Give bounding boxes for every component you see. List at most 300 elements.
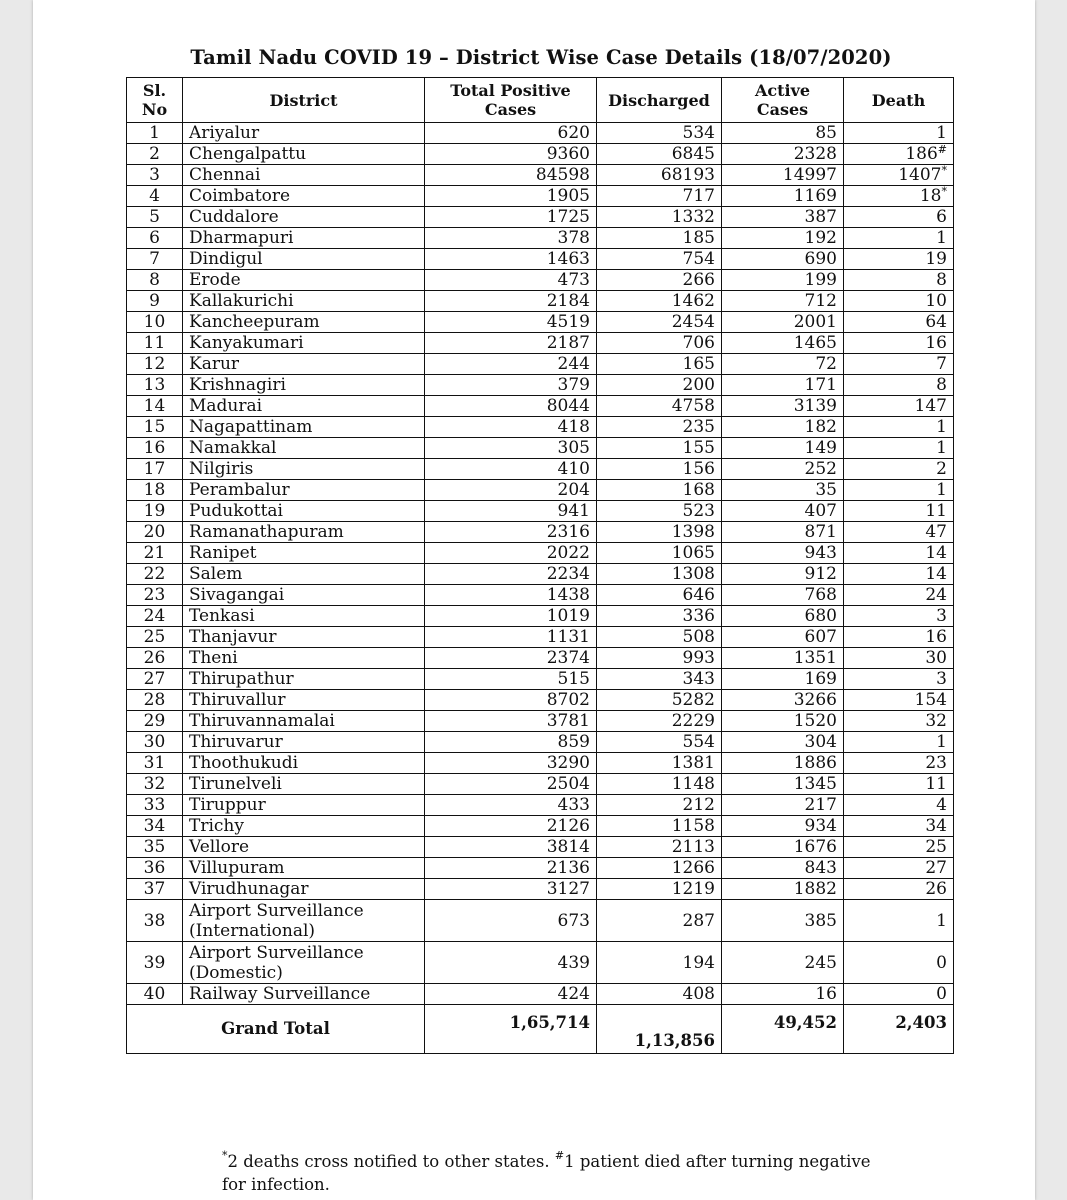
district-cell bbox=[183, 774, 425, 795]
death-cell bbox=[844, 669, 954, 690]
death-cell bbox=[844, 459, 954, 480]
death-value: 27 bbox=[925, 858, 947, 878]
district-cell bbox=[183, 858, 425, 879]
grand-total-discharged: 1,13,856 bbox=[597, 1005, 722, 1054]
total-positive-cell: 620 bbox=[425, 123, 597, 144]
district-cell bbox=[183, 165, 425, 186]
footnote-mark-hash: # bbox=[554, 1149, 565, 1162]
total-positive-cell: 941 bbox=[425, 501, 597, 522]
sl-no-cell: 36 bbox=[127, 858, 183, 879]
total-positive-cell: 1131 bbox=[425, 627, 597, 648]
death-cell bbox=[844, 564, 954, 585]
sl-no-cell: 15 bbox=[127, 417, 183, 438]
sl-no-cell: 10 bbox=[127, 312, 183, 333]
district-name: Railway Surveillance bbox=[189, 984, 371, 1004]
discharged-cell: 1158 bbox=[597, 816, 722, 837]
sl-no-cell: 1 bbox=[127, 123, 183, 144]
district-name-line2: (International) bbox=[189, 920, 316, 941]
discharged-cell: 2113 bbox=[597, 837, 722, 858]
death-cell bbox=[844, 144, 954, 165]
total-positive-cell: 673 bbox=[425, 900, 597, 942]
district-cell bbox=[183, 732, 425, 753]
death-value: 1 bbox=[936, 228, 947, 248]
header-total-positive bbox=[425, 78, 597, 123]
table-row bbox=[127, 186, 954, 207]
table-row bbox=[127, 459, 954, 480]
total-positive-cell: 515 bbox=[425, 669, 597, 690]
table-row bbox=[127, 480, 954, 501]
grand-total-death: 2,403 bbox=[844, 1005, 954, 1054]
header-slno-line2: No bbox=[141, 100, 168, 119]
active-cases-cell: 252 bbox=[722, 459, 844, 480]
total-positive-cell: 379 bbox=[425, 375, 597, 396]
header-slno bbox=[127, 78, 183, 123]
active-cases-cell: 680 bbox=[722, 606, 844, 627]
header-slno-line1: Sl. bbox=[142, 81, 167, 100]
total-positive-cell: 3127 bbox=[425, 879, 597, 900]
header-district: District bbox=[183, 78, 425, 123]
active-cases-cell: 171 bbox=[722, 375, 844, 396]
active-cases-cell: 768 bbox=[722, 585, 844, 606]
table-row bbox=[127, 648, 954, 669]
death-cell bbox=[844, 396, 954, 417]
death-value: 14 bbox=[925, 564, 947, 584]
discharged-cell: 993 bbox=[597, 648, 722, 669]
total-positive-cell: 2136 bbox=[425, 858, 597, 879]
active-cases-cell: 871 bbox=[722, 522, 844, 543]
table-row bbox=[127, 711, 954, 732]
district-cell bbox=[183, 648, 425, 669]
sl-no-cell: 38 bbox=[127, 900, 183, 942]
district-name: Kancheepuram bbox=[189, 312, 320, 332]
table-row bbox=[127, 984, 954, 1005]
district-name: Ariyalur bbox=[189, 123, 260, 143]
table-row bbox=[127, 879, 954, 900]
sl-no-cell: 33 bbox=[127, 795, 183, 816]
district-case-table bbox=[126, 77, 954, 1054]
district-name: Krishnagiri bbox=[189, 375, 286, 395]
district-name: Pudukottai bbox=[189, 501, 283, 521]
footnote-mark-asterisk: * bbox=[222, 1149, 228, 1162]
total-positive-cell: 2022 bbox=[425, 543, 597, 564]
death-cell bbox=[844, 900, 954, 942]
active-cases-cell: 192 bbox=[722, 228, 844, 249]
sl-no-cell: 39 bbox=[127, 942, 183, 984]
active-cases-cell: 304 bbox=[722, 732, 844, 753]
active-cases-cell: 607 bbox=[722, 627, 844, 648]
death-value: 1 bbox=[936, 417, 947, 437]
death-value: 23 bbox=[925, 753, 947, 773]
district-name: Trichy bbox=[189, 816, 244, 836]
header-active-line2: Cases bbox=[756, 100, 809, 119]
table-row bbox=[127, 438, 954, 459]
sl-no-cell: 31 bbox=[127, 753, 183, 774]
total-positive-cell: 305 bbox=[425, 438, 597, 459]
death-value: 186 bbox=[905, 144, 938, 164]
discharged-cell: 1332 bbox=[597, 207, 722, 228]
header-discharged: Discharged bbox=[597, 78, 722, 123]
district-name: Airport Surveillance bbox=[189, 900, 364, 921]
active-cases-cell: 712 bbox=[722, 291, 844, 312]
death-value: 0 bbox=[936, 952, 947, 973]
death-footnote-mark: # bbox=[937, 143, 947, 156]
table-row bbox=[127, 732, 954, 753]
death-cell bbox=[844, 858, 954, 879]
footnote-line-2: for infection. bbox=[222, 1175, 330, 1194]
discharged-cell: 336 bbox=[597, 606, 722, 627]
active-cases-cell: 169 bbox=[722, 669, 844, 690]
district-name: Nagapattinam bbox=[189, 417, 313, 437]
death-value: 47 bbox=[925, 522, 947, 542]
discharged-cell: 6845 bbox=[597, 144, 722, 165]
active-cases-cell: 1882 bbox=[722, 879, 844, 900]
sl-no-cell: 30 bbox=[127, 732, 183, 753]
active-cases-cell: 14997 bbox=[722, 165, 844, 186]
table-row bbox=[127, 228, 954, 249]
sl-no-cell: 11 bbox=[127, 333, 183, 354]
discharged-cell: 717 bbox=[597, 186, 722, 207]
total-positive-cell: 1438 bbox=[425, 585, 597, 606]
death-value: 10 bbox=[925, 291, 947, 311]
discharged-cell: 5282 bbox=[597, 690, 722, 711]
death-cell bbox=[844, 606, 954, 627]
death-value: 1 bbox=[936, 123, 947, 143]
district-name: Tirunelveli bbox=[189, 774, 282, 794]
active-cases-cell: 3139 bbox=[722, 396, 844, 417]
death-cell bbox=[844, 879, 954, 900]
discharged-cell: 646 bbox=[597, 585, 722, 606]
table-row bbox=[127, 165, 954, 186]
table-row bbox=[127, 207, 954, 228]
active-cases-cell: 1351 bbox=[722, 648, 844, 669]
total-positive-cell: 473 bbox=[425, 270, 597, 291]
active-cases-cell: 843 bbox=[722, 858, 844, 879]
total-positive-cell: 410 bbox=[425, 459, 597, 480]
sl-no-cell: 4 bbox=[127, 186, 183, 207]
district-name: Erode bbox=[189, 270, 241, 290]
total-positive-cell: 2316 bbox=[425, 522, 597, 543]
table-row bbox=[127, 417, 954, 438]
active-cases-cell: 2001 bbox=[722, 312, 844, 333]
district-name: Thiruvarur bbox=[189, 732, 283, 752]
table-row bbox=[127, 564, 954, 585]
discharged-cell: 266 bbox=[597, 270, 722, 291]
district-cell bbox=[183, 228, 425, 249]
discharged-cell: 194 bbox=[597, 942, 722, 984]
death-value: 34 bbox=[925, 816, 947, 836]
death-cell bbox=[844, 585, 954, 606]
table-row bbox=[127, 858, 954, 879]
death-value: 11 bbox=[925, 774, 947, 794]
district-name: Tenkasi bbox=[189, 606, 255, 626]
district-name: Airport Surveillance bbox=[189, 942, 364, 963]
table-row bbox=[127, 522, 954, 543]
district-name: Dindigul bbox=[189, 249, 263, 269]
active-cases-cell: 1169 bbox=[722, 186, 844, 207]
discharged-cell: 1462 bbox=[597, 291, 722, 312]
district-cell bbox=[183, 879, 425, 900]
death-cell bbox=[844, 816, 954, 837]
death-value: 32 bbox=[925, 711, 947, 731]
table-body bbox=[127, 123, 954, 1005]
discharged-cell: 534 bbox=[597, 123, 722, 144]
discharged-cell: 287 bbox=[597, 900, 722, 942]
district-cell bbox=[183, 186, 425, 207]
sl-no-cell: 3 bbox=[127, 165, 183, 186]
discharged-cell: 408 bbox=[597, 984, 722, 1005]
death-value: 8 bbox=[936, 375, 947, 395]
death-cell bbox=[844, 417, 954, 438]
district-cell bbox=[183, 354, 425, 375]
active-cases-cell: 934 bbox=[722, 816, 844, 837]
total-positive-cell: 378 bbox=[425, 228, 597, 249]
death-cell bbox=[844, 333, 954, 354]
death-cell bbox=[844, 480, 954, 501]
active-cases-cell: 912 bbox=[722, 564, 844, 585]
discharged-cell: 1398 bbox=[597, 522, 722, 543]
table-row bbox=[127, 333, 954, 354]
death-cell bbox=[844, 270, 954, 291]
death-value: 1 bbox=[936, 732, 947, 752]
death-cell bbox=[844, 291, 954, 312]
death-cell bbox=[844, 942, 954, 984]
district-name: Thiruvallur bbox=[189, 690, 286, 710]
district-name: Sivagangai bbox=[189, 585, 285, 605]
discharged-cell: 523 bbox=[597, 501, 722, 522]
death-value: 18 bbox=[919, 186, 942, 206]
district-cell bbox=[183, 753, 425, 774]
sl-no-cell: 18 bbox=[127, 480, 183, 501]
discharged-cell: 165 bbox=[597, 354, 722, 375]
table-row bbox=[127, 585, 954, 606]
discharged-cell: 1148 bbox=[597, 774, 722, 795]
active-cases-cell: 245 bbox=[722, 942, 844, 984]
active-cases-cell: 16 bbox=[722, 984, 844, 1005]
discharged-cell: 1065 bbox=[597, 543, 722, 564]
death-cell bbox=[844, 501, 954, 522]
death-value: 0 bbox=[936, 984, 947, 1004]
header-active-line1: Active bbox=[754, 81, 811, 100]
death-cell bbox=[844, 732, 954, 753]
table-row bbox=[127, 753, 954, 774]
table-row bbox=[127, 669, 954, 690]
footnote-text-2: 1 patient died after turning negative bbox=[564, 1152, 871, 1171]
district-cell bbox=[183, 438, 425, 459]
active-cases-cell: 385 bbox=[722, 900, 844, 942]
death-cell bbox=[844, 186, 954, 207]
death-value: 1407 bbox=[898, 165, 942, 185]
district-cell bbox=[183, 144, 425, 165]
sl-no-cell: 34 bbox=[127, 816, 183, 837]
sl-no-cell: 5 bbox=[127, 207, 183, 228]
discharged-cell: 706 bbox=[597, 333, 722, 354]
discharged-cell: 754 bbox=[597, 249, 722, 270]
sl-no-cell: 28 bbox=[127, 690, 183, 711]
discharged-cell: 2229 bbox=[597, 711, 722, 732]
death-value: 64 bbox=[925, 312, 947, 332]
total-positive-cell: 2187 bbox=[425, 333, 597, 354]
discharged-cell: 235 bbox=[597, 417, 722, 438]
sl-no-cell: 35 bbox=[127, 837, 183, 858]
sl-no-cell: 24 bbox=[127, 606, 183, 627]
district-name: Ramanathapuram bbox=[189, 522, 344, 542]
table-row bbox=[127, 312, 954, 333]
discharged-cell: 2454 bbox=[597, 312, 722, 333]
district-cell bbox=[183, 606, 425, 627]
death-value: 1 bbox=[936, 480, 947, 500]
death-cell bbox=[844, 354, 954, 375]
sl-no-cell: 37 bbox=[127, 879, 183, 900]
death-value: 3 bbox=[936, 606, 947, 626]
header-death: Death bbox=[844, 78, 954, 123]
active-cases-cell: 1676 bbox=[722, 837, 844, 858]
district-name: Madurai bbox=[189, 396, 263, 416]
table-row bbox=[127, 543, 954, 564]
active-cases-cell: 149 bbox=[722, 438, 844, 459]
district-name: Thirupathur bbox=[189, 669, 294, 689]
total-positive-cell: 244 bbox=[425, 354, 597, 375]
district-name: Villupuram bbox=[189, 858, 285, 878]
sl-no-cell: 22 bbox=[127, 564, 183, 585]
district-name: Dharmapuri bbox=[189, 228, 294, 248]
district-cell bbox=[183, 396, 425, 417]
sl-no-cell: 23 bbox=[127, 585, 183, 606]
sl-no-cell: 32 bbox=[127, 774, 183, 795]
active-cases-cell: 35 bbox=[722, 480, 844, 501]
discharged-cell: 1308 bbox=[597, 564, 722, 585]
discharged-cell: 155 bbox=[597, 438, 722, 459]
total-positive-cell: 424 bbox=[425, 984, 597, 1005]
death-value: 7 bbox=[936, 354, 947, 374]
death-cell bbox=[844, 375, 954, 396]
total-positive-cell: 9360 bbox=[425, 144, 597, 165]
death-value: 147 bbox=[914, 396, 947, 416]
death-cell bbox=[844, 984, 954, 1005]
active-cases-cell: 72 bbox=[722, 354, 844, 375]
district-cell bbox=[183, 900, 425, 942]
total-positive-cell: 2126 bbox=[425, 816, 597, 837]
sl-no-cell: 26 bbox=[127, 648, 183, 669]
district-name: Coimbatore bbox=[189, 186, 291, 206]
district-cell bbox=[183, 711, 425, 732]
district-cell bbox=[183, 249, 425, 270]
death-value: 30 bbox=[925, 648, 947, 668]
active-cases-cell: 1345 bbox=[722, 774, 844, 795]
district-cell bbox=[183, 123, 425, 144]
district-name: Cuddalore bbox=[189, 207, 279, 227]
active-cases-cell: 199 bbox=[722, 270, 844, 291]
district-name: Salem bbox=[189, 564, 243, 584]
table-row bbox=[127, 900, 954, 942]
district-name: Namakkal bbox=[189, 438, 277, 458]
district-cell bbox=[183, 669, 425, 690]
active-cases-cell: 1465 bbox=[722, 333, 844, 354]
district-cell bbox=[183, 480, 425, 501]
active-cases-cell: 943 bbox=[722, 543, 844, 564]
active-cases-cell: 1886 bbox=[722, 753, 844, 774]
discharged-cell: 185 bbox=[597, 228, 722, 249]
sl-no-cell: 20 bbox=[127, 522, 183, 543]
total-positive-cell: 2374 bbox=[425, 648, 597, 669]
district-cell bbox=[183, 627, 425, 648]
discharged-cell: 1266 bbox=[597, 858, 722, 879]
discharged-cell: 508 bbox=[597, 627, 722, 648]
table-row bbox=[127, 270, 954, 291]
table-row bbox=[127, 396, 954, 417]
district-cell bbox=[183, 291, 425, 312]
table-row bbox=[127, 942, 954, 984]
discharged-cell: 1381 bbox=[597, 753, 722, 774]
death-cell bbox=[844, 690, 954, 711]
sl-no-cell: 29 bbox=[127, 711, 183, 732]
death-cell bbox=[844, 165, 954, 186]
district-name: Thanjavur bbox=[189, 627, 277, 647]
death-value: 3 bbox=[936, 669, 947, 689]
district-cell bbox=[183, 564, 425, 585]
district-cell bbox=[183, 270, 425, 291]
active-cases-cell: 182 bbox=[722, 417, 844, 438]
total-positive-cell: 3290 bbox=[425, 753, 597, 774]
district-name: Thiruvannamalai bbox=[189, 711, 335, 731]
active-cases-cell: 2328 bbox=[722, 144, 844, 165]
death-value: 154 bbox=[914, 690, 947, 710]
table-row bbox=[127, 795, 954, 816]
sl-no-cell: 16 bbox=[127, 438, 183, 459]
sl-no-cell: 2 bbox=[127, 144, 183, 165]
death-cell bbox=[844, 522, 954, 543]
death-value: 16 bbox=[925, 627, 947, 647]
death-value: 25 bbox=[925, 837, 947, 857]
table-row bbox=[127, 627, 954, 648]
discharged-cell: 4758 bbox=[597, 396, 722, 417]
death-value: 14 bbox=[925, 543, 947, 563]
death-footnote-mark: * bbox=[941, 185, 947, 198]
table-row bbox=[127, 375, 954, 396]
header-active bbox=[722, 78, 844, 123]
header-total-line1: Total Positive bbox=[450, 81, 571, 100]
sl-no-cell: 6 bbox=[127, 228, 183, 249]
death-cell bbox=[844, 438, 954, 459]
district-name: Virudhunagar bbox=[189, 879, 309, 899]
death-cell bbox=[844, 207, 954, 228]
total-positive-cell: 2234 bbox=[425, 564, 597, 585]
district-name-line2: (Domestic) bbox=[189, 962, 283, 983]
table-row bbox=[127, 690, 954, 711]
death-cell bbox=[844, 627, 954, 648]
sl-no-cell: 9 bbox=[127, 291, 183, 312]
district-cell bbox=[183, 942, 425, 984]
discharged-cell: 212 bbox=[597, 795, 722, 816]
district-name: Thoothukudi bbox=[189, 753, 299, 773]
death-value: 26 bbox=[925, 879, 947, 899]
district-name: Perambalur bbox=[189, 480, 290, 500]
district-name: Kallakurichi bbox=[189, 291, 294, 311]
total-positive-cell: 1463 bbox=[425, 249, 597, 270]
death-value: 1 bbox=[936, 438, 947, 458]
total-positive-cell: 859 bbox=[425, 732, 597, 753]
total-positive-cell: 433 bbox=[425, 795, 597, 816]
total-positive-cell: 8044 bbox=[425, 396, 597, 417]
district-cell bbox=[183, 690, 425, 711]
district-cell bbox=[183, 333, 425, 354]
district-cell bbox=[183, 459, 425, 480]
district-name: Chengalpattu bbox=[189, 144, 307, 164]
death-value: 11 bbox=[925, 501, 947, 521]
table-header-row bbox=[127, 78, 954, 123]
total-positive-cell: 418 bbox=[425, 417, 597, 438]
death-cell bbox=[844, 123, 954, 144]
active-cases-cell: 85 bbox=[722, 123, 844, 144]
